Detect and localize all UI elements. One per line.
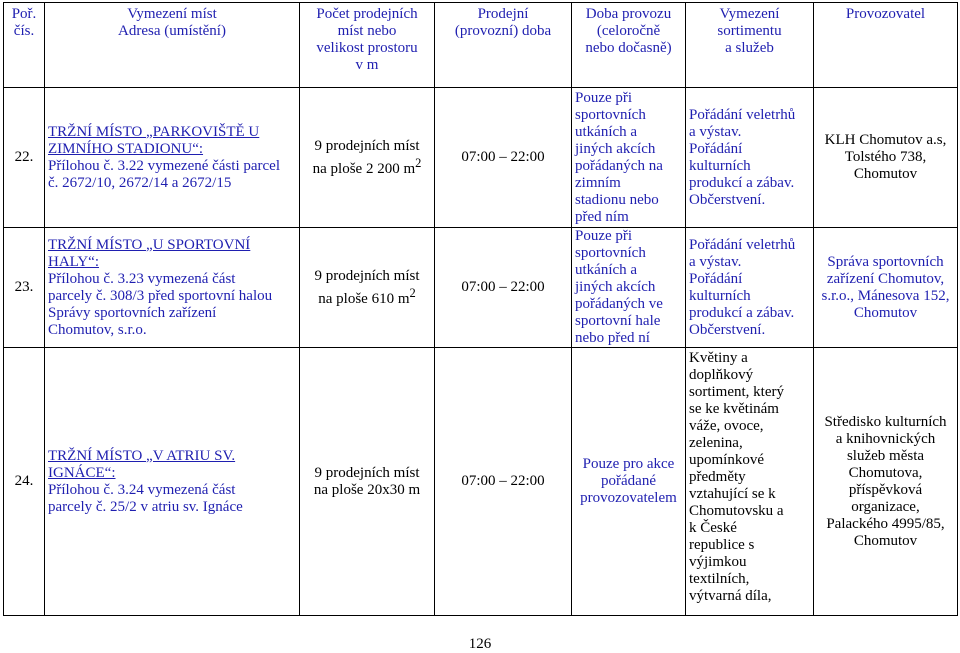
text-line: Občerstvení. — [689, 321, 766, 338]
header-location — [45, 3, 300, 88]
text-line: Pořádání veletrhů — [689, 236, 796, 253]
assortment-cell — [686, 348, 814, 616]
text-line: zimním — [575, 174, 621, 191]
text-line: se ke květinám — [689, 401, 779, 417]
text-line: provozovatelem — [580, 490, 677, 506]
text-line: pořádaných na — [575, 157, 663, 174]
text-line: a služeb — [725, 40, 774, 56]
duration-cell — [572, 228, 686, 348]
text-line: v m — [355, 57, 379, 73]
text-line: utkáních a — [575, 123, 638, 140]
time-cell: 07:00 – 22:00 — [435, 228, 572, 348]
text-line: sportovní hale — [575, 313, 661, 329]
text-line: nebo dočasně) — [585, 40, 672, 56]
header-no — [4, 3, 45, 88]
text-line: parcely č. 25/2 v atriu sv. Ignáce — [48, 498, 243, 515]
text-line: výjimkou — [689, 554, 747, 570]
text-line: 9 prodejních míst — [314, 137, 420, 154]
text-line: na ploše 610 m — [318, 290, 410, 307]
text-line: jiných akcích — [575, 279, 656, 295]
text-line: Středisko kulturních — [824, 413, 947, 430]
text-line: KLH Chomutov a.s, — [824, 132, 947, 148]
text-line: Vymezení míst — [127, 6, 217, 22]
time-cell: 07:00 – 22:00 — [435, 348, 572, 616]
page-number: 126 — [468, 636, 492, 652]
text-line: Pouze při — [575, 89, 633, 106]
text-line: Správy sportovních zařízení — [48, 304, 217, 321]
duration-cell — [572, 348, 686, 616]
text-line: Chomutov, s.r.o. — [48, 321, 147, 338]
operator-cell — [814, 348, 958, 616]
text-line: stadionu nebo — [575, 191, 659, 208]
header-time — [435, 3, 572, 88]
market-places-table — [3, 2, 958, 616]
text-line: velikost prostoru — [316, 40, 418, 56]
text-line: Chomutova, — [848, 464, 923, 481]
text-line: s.r.o., Mánesova 152, — [821, 287, 950, 304]
text-line: Přílohou č. 3.23 vymezená část — [48, 270, 236, 287]
text-line: pořádané — [601, 473, 656, 489]
text-line: a knihovnických — [835, 430, 936, 447]
text-line: utkáních a — [575, 262, 638, 278]
text-line: textilních, — [689, 571, 750, 587]
text-line: Chomutov — [853, 304, 918, 321]
text-line: (celoročně — [596, 23, 661, 39]
header-operator — [814, 3, 958, 88]
text-line: Palackého 4995/85, — [826, 515, 945, 532]
text-line: Adresa (umístění) — [118, 23, 226, 39]
text-line: Chomutov — [853, 166, 918, 182]
text-line: pořádaných ve — [575, 296, 663, 312]
text-line: Poř. — [11, 6, 37, 22]
header-assortment — [686, 3, 814, 88]
text-line: Květiny a — [689, 350, 748, 366]
text-line: 9 prodejních míst — [314, 464, 420, 481]
text-line: č. 2672/10, 2672/14 a 2672/15 — [48, 174, 232, 191]
location-cell — [45, 348, 300, 616]
text-line: parcely č. 308/3 před sportovní halou — [48, 287, 273, 304]
row-number: 22. — [4, 88, 45, 228]
text-line: 2 — [409, 285, 416, 300]
text-line: před ním — [575, 208, 629, 225]
text-line: Chomutov — [853, 532, 918, 549]
text-line: sportovních — [575, 106, 646, 123]
text-line: Vymezení — [719, 6, 780, 22]
text-line: na ploše 2 200 m — [312, 160, 416, 177]
text-line: kulturních — [689, 157, 751, 174]
text-line: předměty — [689, 469, 746, 485]
row-number: 24. — [4, 348, 45, 616]
text-line: sortimentu — [717, 23, 782, 39]
time-cell: 07:00 – 22:00 — [435, 88, 572, 228]
text-line: Správa sportovních — [827, 253, 944, 270]
text-line: Tolstého 738, — [844, 149, 927, 165]
text-line: Občerstvení. — [689, 191, 766, 208]
text-line: váže, ovoce, — [689, 418, 764, 434]
text-line: zelenina, — [689, 435, 743, 451]
text-line: zařízení Chomutov, — [826, 270, 945, 287]
operator-cell — [814, 228, 958, 348]
text-line: sportovních — [575, 245, 646, 261]
text-line: IGNÁCE“: — [48, 464, 116, 481]
assortment-cell — [686, 88, 814, 228]
text-line: Pořádání — [689, 140, 743, 157]
text-line: (provozní) doba — [454, 23, 552, 39]
table-row — [4, 348, 958, 616]
count-cell — [300, 228, 435, 348]
text-line: TRŽNÍ MÍSTO „PARKOVIŠTĚ U — [48, 123, 260, 140]
header-row — [4, 3, 958, 88]
text-line: Pouze při — [575, 228, 633, 244]
count-cell — [300, 88, 435, 228]
text-line: upomínkové — [689, 452, 764, 468]
text-line: ZIMNÍHO STADIONU“: — [48, 140, 204, 157]
text-line: a výstav. — [689, 253, 742, 270]
duration-cell — [572, 88, 686, 228]
text-line: Přílohou č. 3.24 vymezená část — [48, 481, 236, 498]
text-line: služeb města — [846, 447, 925, 464]
text-line: Počet prodejních — [316, 6, 418, 22]
text-line: a výstav. — [689, 123, 742, 140]
header-duration — [572, 3, 686, 88]
text-line: HALY“: — [48, 253, 99, 270]
text-line: čís. — [13, 23, 35, 39]
text-line: příspěvková — [848, 481, 923, 498]
text-line: TRŽNÍ MÍSTO „V ATRIU SV. — [48, 447, 236, 464]
text-line: sortiment, který — [689, 384, 784, 400]
row-number: 23. — [4, 228, 45, 348]
operator-cell — [814, 88, 958, 228]
text-line: Prodejní — [477, 6, 529, 22]
table-row — [4, 228, 958, 348]
text-line: Doba provozu — [585, 6, 672, 22]
count-cell — [300, 348, 435, 616]
assortment-cell — [686, 228, 814, 348]
text-line: nebo před ní — [575, 330, 650, 346]
text-line: doplňkový — [689, 367, 754, 383]
text-line: Pouze pro akce — [582, 456, 675, 472]
location-cell — [45, 88, 300, 228]
header-count — [300, 3, 435, 88]
text-line: výtvarná díla, — [689, 588, 772, 604]
location-cell — [45, 228, 300, 348]
text-line: vztahující se k — [689, 486, 776, 502]
text-line: TRŽNÍ MÍSTO „U SPORTOVNÍ — [48, 236, 251, 253]
text-line: kulturních — [689, 287, 751, 304]
text-line: jiných akcích — [575, 140, 656, 157]
table-row — [4, 88, 958, 228]
text-line: k České — [689, 520, 737, 536]
text-line: produkcí a zábav. — [689, 304, 795, 321]
text-line: na ploše 20x30 m — [313, 481, 421, 498]
text-line: Přílohou č. 3.22 vymezené části parcel — [48, 157, 281, 174]
text-line: Pořádání veletrhů — [689, 106, 796, 123]
text-line: republice s — [689, 537, 755, 553]
text-line: míst nebo — [337, 23, 397, 39]
text-line: Provozovatel — [845, 6, 926, 22]
text-line: 2 — [415, 155, 422, 170]
text-line: Chomutovsku a — [689, 503, 784, 519]
text-line: produkcí a zábav. — [689, 174, 795, 191]
text-line: 9 prodejních míst — [314, 267, 420, 284]
text-line: Pořádání — [689, 270, 743, 287]
text-line: organizace, — [851, 498, 920, 515]
